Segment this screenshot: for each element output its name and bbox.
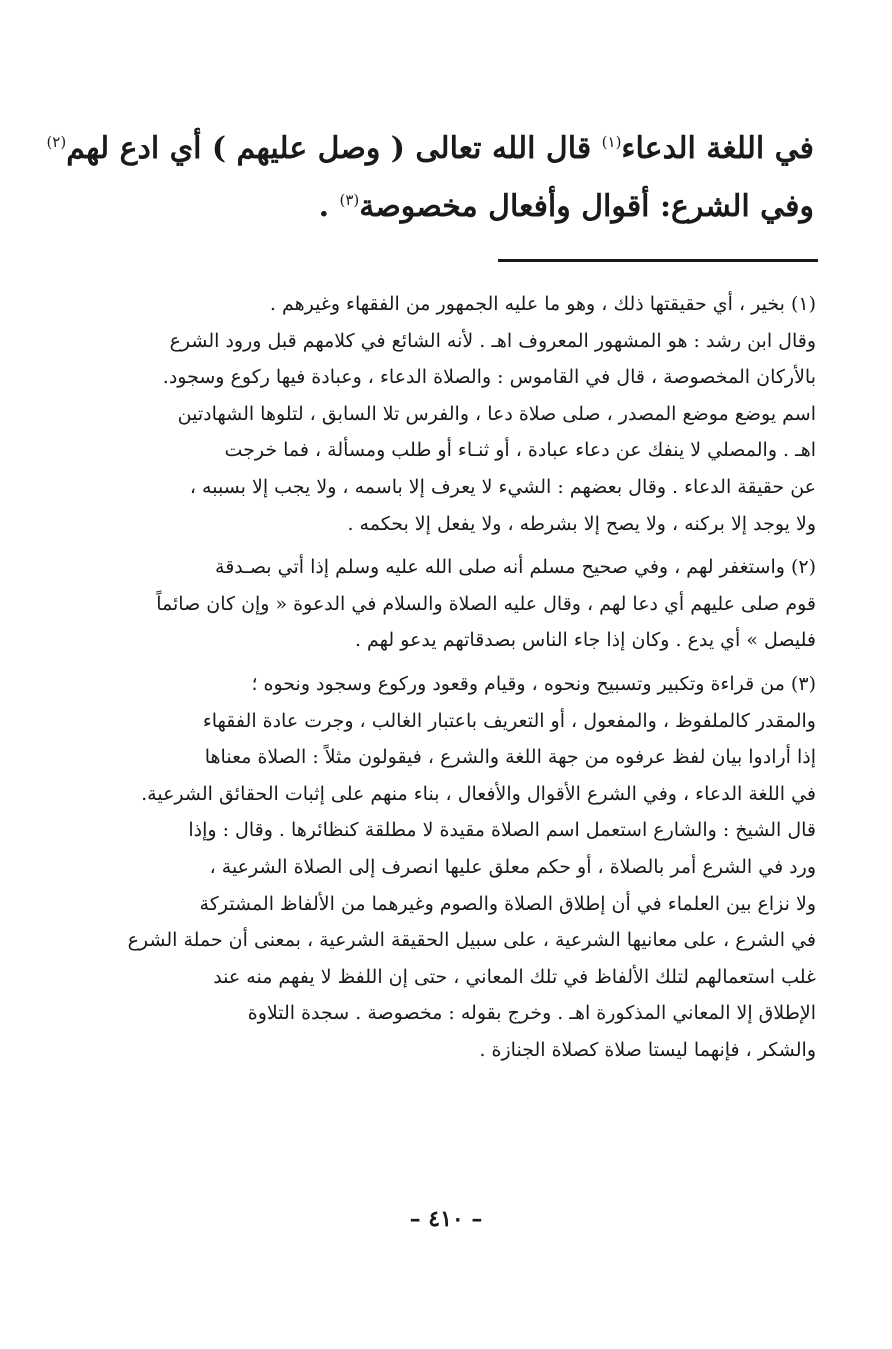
- footnote-line: اهـ . والمصلي لا ينفك عن دعاء عبادة ، أو ثنـاء أو طلب ومسألة ، فما خرجت: [224, 439, 816, 462]
- main-text-segment: قال الله تعالى ( وصل عليهم ) أي ادع لهم: [66, 131, 602, 166]
- footnote-line: فليصل » أي يدع . وكان إذا جاء الناس بصدقاتهم يدعو لهم .: [354, 629, 816, 652]
- footnote-line: في اللغة الدعاء ، وفي الشرع الأقوال والأفعال ، بناء منهم على إثبات الحقائق الشرعية.: [141, 782, 816, 805]
- main-text-segment: وفي الشرع: أقوال وأفعال مخصوصة: [359, 189, 814, 224]
- footnote-line: ورد في الشرع أمر بالصلاة ، أو حكم معلق عليها انصرف إلى الصلاة الشرعية ،: [209, 855, 816, 878]
- footnote-marker: (٢): [46, 133, 67, 151]
- main-text-line: [46, 120, 814, 178]
- footnote-line: الإطلاق إلا المعاني المذكورة اهـ . وخرج بقوله : مخصوصة . سجدة التلاوة: [247, 1002, 816, 1025]
- footnote-line: إذا أرادوا بيان لفظ عرفوه من جهة اللغة والشرع ، فيقولون مثلاً : الصلاة معناها: [204, 746, 816, 769]
- footnote-line: قال الشيخ : والشارع استعمل اسم الصلاة مقيدة لا مطلقة كنظائرها . وقال : وإذا: [188, 819, 816, 842]
- footnote-divider: [498, 259, 818, 262]
- footnote-line: والمقدر كالملفوظ ، والمفعول ، أو التعريف باعتبار الغالب ، وجرت عادة الفقهاء: [202, 709, 816, 732]
- footnote-line: (١) بخير ، أي حقيقتها ذلك ، وهو ما عليه الجمهور من الفقهاء وغيرهم .: [269, 293, 816, 315]
- main-text-segment: .: [318, 189, 340, 224]
- footnote-line: وقال ابن رشد : هو المشهور المعروف اهـ . لأنه الشائع في كلامهم قبل ورود الشرع: [169, 329, 816, 352]
- page-number: – ٤١٠ –: [409, 1206, 483, 1232]
- footnote-line: (٢) واستغفر لهم ، وفي صحيح مسلم أنه صلى الله عليه وسلم إذا أتي بصـدقة: [215, 556, 816, 579]
- footnote-3: [84, 666, 816, 1069]
- footnote-marker: (١): [601, 133, 622, 151]
- footnote-line: (٣) من قراءة وتكبير وتسبيح ونحوه ، وقيام وقعود وركوع وسجود ونحوه ؛: [251, 672, 816, 695]
- footnote-line: ولا نزاع بين العلماء في أن إطلاق الصلاة والصوم وغيرهما من الألفاظ المشتركة: [199, 892, 816, 915]
- footnote-marker: (٣): [339, 191, 360, 209]
- footnote-line: في الشرع ، على معانيها الشرعية ، على سبيل الحقيقة الشرعية ، بمعنى أن حملة الشرع: [127, 929, 816, 952]
- footnote-line: والشكر ، فإنهما ليستا صلاة كصلاة الجنازة .: [479, 1038, 816, 1061]
- footnote-1: [84, 286, 816, 542]
- main-text-segment: في اللغة الدعاء: [621, 131, 814, 166]
- footnote-2: [84, 549, 816, 659]
- footnote-line: غلب استعمالهم لتلك الألفاظ في تلك المعاني ، حتى إن اللفظ لا يفهم منه عند: [213, 965, 816, 988]
- footnote-line: ولا يوجد إلا بركنه ، ولا يصح إلا بشرطه ، ولا يفعل إلا بحكمه .: [347, 512, 816, 535]
- footnote-line: اسم يوضع موضع المصدر ، صلى صلاة دعا ، والفرس تلا السابق ، لتلوها الشهادتين: [177, 402, 816, 425]
- footnote-line: عن حقيقة الدعاء . وقال بعضهم : الشيء لا يعرف إلا باسمه ، ولا يجب إلا بسببه ،: [189, 475, 816, 498]
- main-text: [46, 120, 814, 236]
- main-text-line: [94, 178, 814, 236]
- footnote-line: قوم صلى عليهم أي دعا لهم ، وقال عليه الصلاة والسلام في الدعوة « وإن كان صائماً: [156, 592, 816, 615]
- footnotes: [84, 286, 816, 1075]
- footnote-line: بالأركان المخصوصة ، قال في القاموس : والصلاة الدعاء ، وعبادة فيها ركوع وسجود.: [162, 366, 816, 389]
